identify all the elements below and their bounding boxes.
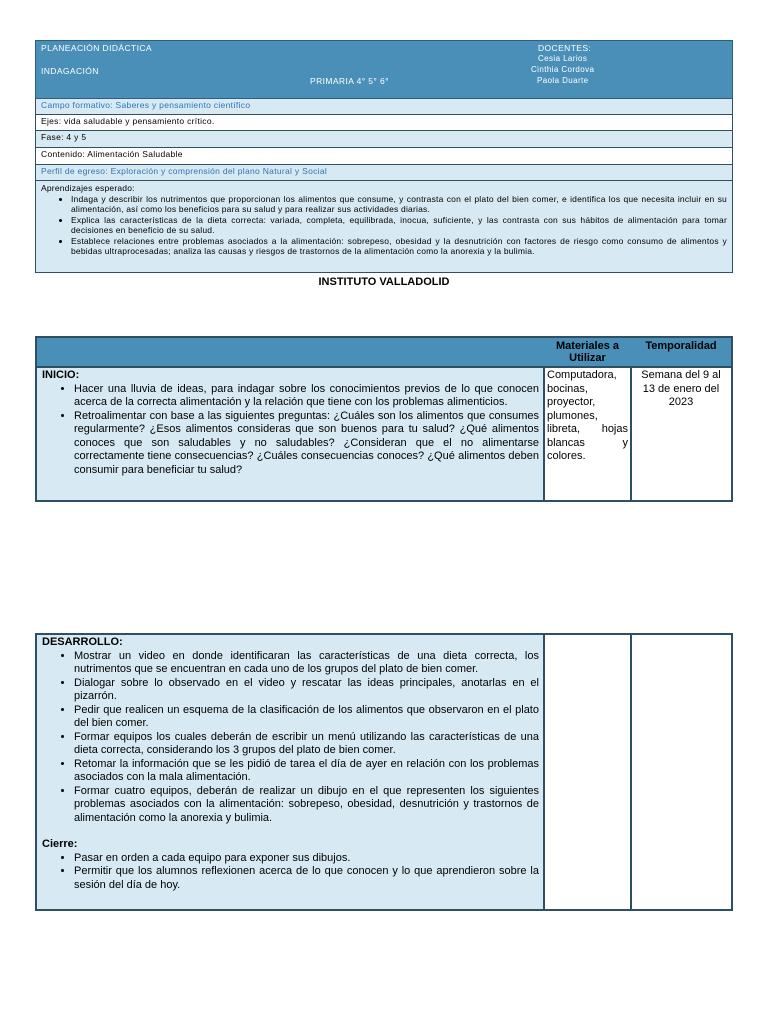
desarrollo-item: • Formar equipos los cuales deberán de escribir un menú utilizando las características de una dieta correcta, considerando los 3 grupos del plato de bien comer. (74, 731, 539, 758)
desarrollo-item: • Dialogar sobre lo observado en el video y rescatar las ideas principales, anotarlas en el pizarrón. (74, 677, 539, 704)
column-divider (543, 366, 545, 500)
cierre-item: • Permitir que los alumnos reflexionen acerca de lo que conocen y lo que aprendieron sobre la sesión del día de hoy. (74, 865, 539, 892)
inicio-table (35, 336, 733, 502)
desarrollo-table (35, 633, 733, 911)
materiales-header: Materiales a Utilizar (556, 340, 619, 364)
inicio-item: • Retroalimentar con base a las siguientes preguntas: ¿Cuáles son los alimentos que consumes regularmente? ¿Esos alimentos consideras que son buenos para tu salud? ¿Qué alimentos conoces que son saludables y no saludables? ¿Consideran que el no alimentarse correctamente tiene consecuencias? ¿Cuáles consecuencias conoces? ¿Qué alimentos deben consumir para beneficiar tu salud? (74, 410, 539, 478)
campo-formativo-row: Campo formativo: Saberes y pensamiento científico (35, 99, 733, 115)
doc-title: PLANEACIÓN DIDÁCTICA (41, 43, 152, 53)
contenido-row: Contenido: Alimentación Saludable (35, 148, 733, 165)
desarrollo-item: • Pedir que realicen un esquema de la clasificación de los alimentos que observaron en el plato del bien comer. (74, 704, 539, 731)
grade-label: PRIMARIA 4° 5° 6° (310, 76, 389, 86)
column-divider (543, 635, 545, 909)
docentes-label: DOCENTES: (538, 43, 592, 53)
cierre-list (42, 852, 539, 893)
desarrollo-item: • Mostrar un video en donde identificaran las características de una dieta correcta, los nutrimentos que se encuentran en cada uno de los grupos del plato de bien comer. (74, 650, 539, 677)
doc-subtitle: INDAGACIÓN (41, 66, 99, 76)
inicio-label: INICIO: (42, 369, 80, 381)
header-block (35, 40, 733, 99)
fase-row: Fase: 4 y 5 (35, 131, 733, 148)
column-divider (630, 366, 632, 500)
aprendizaje-item: • Establece relaciones entre problemas asociados a la alimentación: sobrepeso, obesidad y la desnutrición con factores de riesgo como consumo de alimentos y bebidas ultraprocesadas; analiza las causas y riesgos de trastornos de la alimentación como la anorexia y la bulimia. (71, 236, 727, 257)
desarrollo-item: • Formar cuatro equipos, deberán de realizar un dibujo en el que representen los siguientes problemas asociados con la alimentación: sobrepeso, obesidad, desnutrición y trastornos de alimentación como la anorexia y bulimia. (74, 785, 539, 826)
cierre-item: • Pasar en orden a cada equipo para exponer sus dibujos. (74, 852, 539, 866)
materiales-cell: Computadora, bocinas, proyector, plumones, libreta, hojas blancas y colores. (544, 366, 631, 500)
institution-title: INSTITUTO VALLADOLID (318, 276, 450, 288)
aprendizaje-item: • Explica las características de la dieta correcta: variada, completa, equilibrada, inocua, suficiente, y las contrasta con sus hábitos de alimentación para tomar decisiones en beneficio de su salud. (71, 215, 727, 236)
cierre-label: Cierre: (42, 838, 78, 850)
aprendizaje-item: • Indaga y describir los nutrimentos que proporcionan los alimentos que consume, y contrasta con el plato del bien comer, e identifica los que necesita incluir en su alimentación, así como los beneficios para su salud y para realizar sus actividades diarias. (71, 194, 727, 215)
inicio-item: • Hacer una lluvia de ideas, para indagar sobre los conocimientos previos de lo que conocen acerca de la correcta alimentación y la relación que tiene con los problemas alimenticios. (74, 383, 539, 410)
docente-1: Cesia Larios (538, 54, 588, 63)
ejes-row: Ejes: vida saludable y pensamiento crítico. (35, 115, 733, 131)
desarrollo-item: • Retomar la información que se les pidió de tarea el día de ayer en relación con los problemas asociados con la mala alimentación. (74, 758, 539, 785)
temporalidad-header: Temporalidad (645, 340, 717, 352)
inicio-list (42, 383, 539, 478)
desarrollo-label: DESARROLLO: (42, 636, 123, 648)
desarrollo-cell (37, 635, 544, 909)
docente-3: Paola Duarte (537, 76, 589, 85)
perfil-egreso-row: Perfil de egreso: Exploración y comprensión del plano Natural y Social (35, 165, 733, 181)
inicio-cell (37, 366, 544, 500)
aprendizajes-label: Aprendizajes esperado: (41, 183, 135, 193)
aprendizajes-list (41, 194, 727, 257)
desarrollo-list (42, 650, 539, 826)
temporalidad-cell: Semana del 9 al 13 de enero del 2023 (631, 366, 731, 500)
aprendizajes-block (35, 181, 733, 273)
column-divider (630, 635, 632, 909)
docente-2: Cinthia Cordova (531, 65, 595, 74)
